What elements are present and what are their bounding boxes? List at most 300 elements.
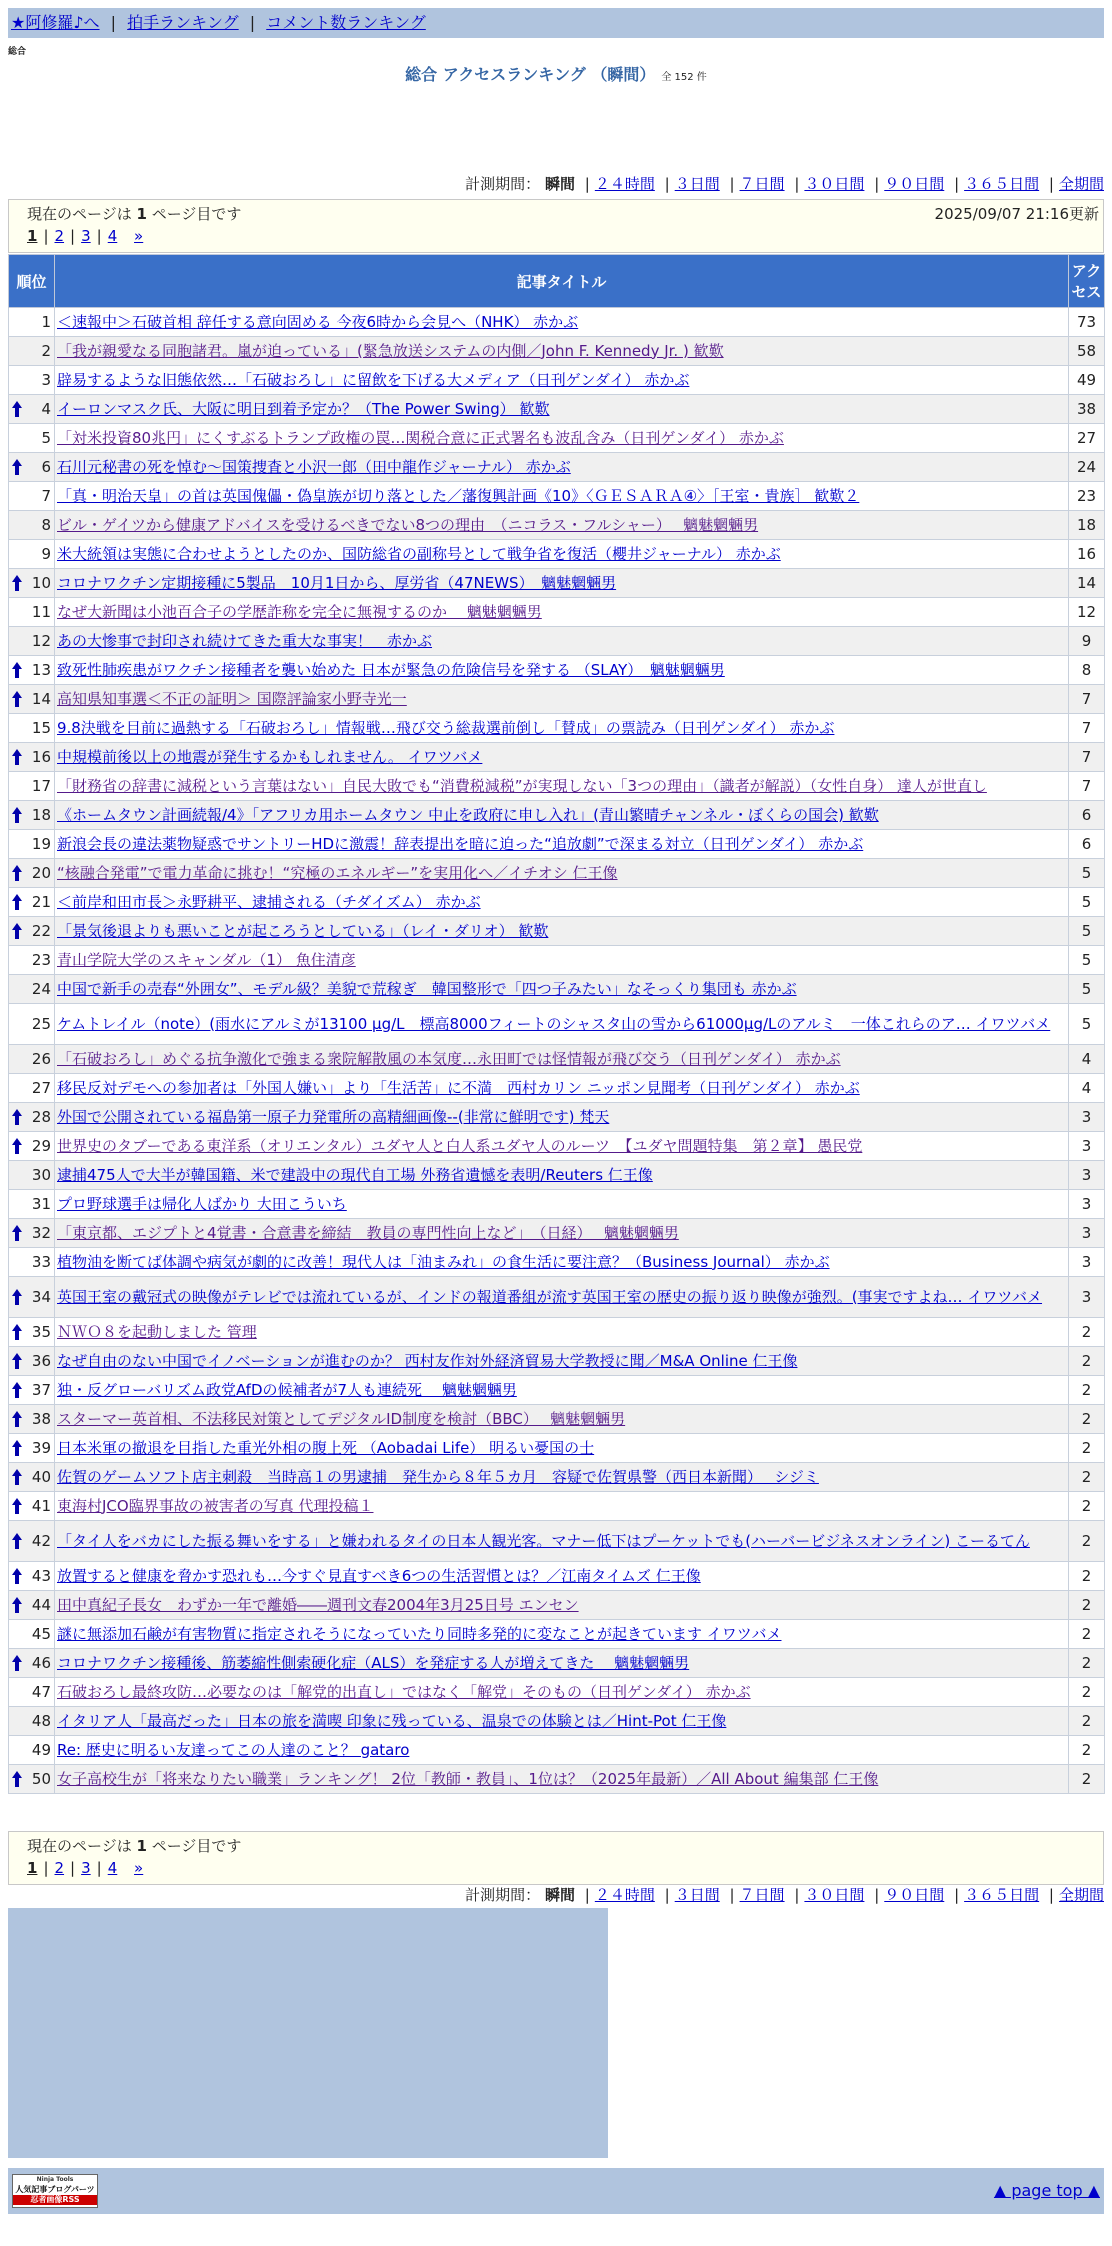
title-cell xyxy=(55,772,1069,801)
article-title-link[interactable]: 石川元秘書の死を悼む〜国策捜査と小沢一郎（田中龍作ジャーナル） 赤かぶ xyxy=(57,457,571,476)
article-title-link[interactable]: 英国王室の戴冠式の映像がテレビでは流れているが、インドの報道番組が流す英国王室の歴史の振り返り映像が強烈。(事実ですよね… イワツバメ xyxy=(57,1287,1043,1306)
table-row xyxy=(9,1219,1105,1248)
table-row xyxy=(9,569,1105,598)
table-row xyxy=(9,627,1105,656)
article-title-link[interactable]: 「対米投資80兆円」にくすぶるトランプ政権の罠…関税合意に正式署名も波乱含み（日刊ゲンダイ） 赤かぶ xyxy=(57,428,784,447)
rank-cell xyxy=(9,1347,55,1376)
rank-cell xyxy=(9,772,55,801)
pager-link-2[interactable]: 2 xyxy=(54,1859,65,1877)
rank-cell xyxy=(9,1132,55,1161)
rank-number: 27 xyxy=(31,1078,51,1097)
period-link-3d[interactable]: ３日間 xyxy=(674,175,720,193)
access-count-cell: 2 xyxy=(1069,1318,1105,1347)
period-link-30d[interactable]: ３０日間 xyxy=(804,175,865,193)
title-cell xyxy=(55,801,1069,830)
table-row xyxy=(9,1620,1105,1649)
access-count-cell: 58 xyxy=(1069,337,1105,366)
article-title-link[interactable]: 米大統領は実態に合わせようとしたのか、国防総省の副称号として戦争省を復活（櫻井ジャーナル） 赤かぶ xyxy=(57,544,781,563)
table-row xyxy=(9,366,1105,395)
period-link-all[interactable]: 全期間 xyxy=(1058,1886,1104,1904)
rank-number: 30 xyxy=(31,1165,51,1184)
article-title-link[interactable]: 「我が親愛なる同胞諸君。嵐が迫っている」(緊急放送システムの内側／John F. Kennedy Jr. ) 歓歎 xyxy=(57,341,724,360)
rank-cell xyxy=(9,1736,55,1765)
rank-number: 14 xyxy=(31,689,51,708)
rank-cell xyxy=(9,714,55,743)
table-row xyxy=(9,453,1105,482)
rank-cell xyxy=(9,1277,55,1318)
title-cell xyxy=(55,1132,1069,1161)
article-title-link[interactable]: スターマー英首相、不法移民対策としてデジタルID制度を検討（BBC） 魑魅魍魎男 xyxy=(57,1409,626,1428)
title-cell xyxy=(55,714,1069,743)
table-row xyxy=(9,1132,1105,1161)
rank-cell xyxy=(9,1219,55,1248)
access-count-cell: 9 xyxy=(1069,627,1105,656)
article-title-link[interactable]: ＜前岸和田市長＞永野耕平、逮捕される（チダイズム） 赤かぶ xyxy=(57,892,481,911)
ranking-table xyxy=(8,254,1105,1794)
rank-up-arrow-icon xyxy=(12,691,22,707)
rank-cell xyxy=(9,308,55,337)
home-link[interactable]: ★阿修羅♪へ xyxy=(11,13,100,32)
rank-number: 46 xyxy=(31,1653,51,1672)
table-row xyxy=(9,424,1105,453)
table-row xyxy=(9,337,1105,366)
title-cell xyxy=(55,1562,1069,1591)
period-link-24h[interactable]: ２４時間 xyxy=(594,175,655,193)
rank-number: 8 xyxy=(41,515,51,534)
access-count-cell: 3 xyxy=(1069,1132,1105,1161)
title-cell xyxy=(55,1678,1069,1707)
article-title-link[interactable]: 中規模前後以上の地震が発生するかもしれません。 イワツバメ xyxy=(57,747,483,766)
article-title-link[interactable]: 逮捕475人で大半が韓国籍、米で建設中の現代自工場 外務省遺憾を表明/Reuters 仁王像 xyxy=(57,1165,653,1184)
rank-cell xyxy=(9,1161,55,1190)
rank-number: 1 xyxy=(41,312,51,331)
title-cell xyxy=(55,1219,1069,1248)
article-title-link[interactable]: 「景気後退よりも悪いことが起ころうとしている」（レイ・ダリオ） 歓歎 xyxy=(57,921,549,940)
title-cell xyxy=(55,1405,1069,1434)
article-title-link[interactable]: コロナワクチン接種後、筋萎縮性側索硬化症（ALS）を発症する人が増えてきた 魑魅魍魎男 xyxy=(57,1653,690,1672)
rank-number: 41 xyxy=(31,1496,51,1515)
table-row xyxy=(9,1434,1105,1463)
rank-number: 45 xyxy=(31,1624,51,1643)
article-title-link[interactable]: イーロンマスク氏、大阪に明日到着予定か？（The Power Swing） 歓歎 xyxy=(57,399,550,418)
table-row xyxy=(9,656,1105,685)
article-title-link[interactable]: 《ホームタウン計画続報/4》「アフリカ用ホームタウン 中止を政府に申し入れ」(青山繁晴チャンネル・ぼくらの国会) 歓歎 xyxy=(57,805,879,824)
title-cell xyxy=(55,627,1069,656)
top-nav-bar xyxy=(8,8,1104,38)
rank-cell xyxy=(9,1678,55,1707)
period-link-90d[interactable]: ９０日間 xyxy=(884,1886,945,1904)
rank-number: 39 xyxy=(31,1438,51,1457)
column-header-access: アクセス xyxy=(1069,255,1105,308)
title-cell xyxy=(55,1765,1069,1794)
badge-line-2: 人気記事ブログパーツ xyxy=(15,2185,95,2194)
title-cell xyxy=(55,1045,1069,1074)
rank-number: 9 xyxy=(41,544,51,563)
rank-number: 17 xyxy=(31,776,51,795)
rank-up-arrow-icon xyxy=(12,459,22,475)
title-cell xyxy=(55,917,1069,946)
article-title-link[interactable]: ビル・ゲイツから健康アドバイスを受けるべきでない8つの理由 （ニコラス・フルシャー） 魑魅魍魎男 xyxy=(57,515,759,534)
rank-up-arrow-icon xyxy=(12,401,22,417)
rank-cell xyxy=(9,1376,55,1405)
pager-next[interactable]: » xyxy=(134,227,144,245)
article-title-link[interactable]: 「真・明治天皇」の首は英国傀儡・偽皇族が切り落とした／藩復興計画《10》〈ＧＥＳＡＲＡ④〉［王室・貴族］ 歓歎２ xyxy=(57,486,860,505)
pager: 1 | 2 | 3 | 4 » xyxy=(27,227,144,245)
access-count-cell: 2 xyxy=(1069,1376,1105,1405)
rank-up-arrow-icon xyxy=(12,749,22,765)
title-cell xyxy=(55,424,1069,453)
article-title-link[interactable]: 世界史のタブーである東洋系（オリエンタル）ユダヤ人と白人系ユダヤ人のルーツ 【ユダヤ問題特集 第２章】 愚民党 xyxy=(57,1136,863,1155)
table-row xyxy=(9,1591,1105,1620)
rank-cell xyxy=(9,888,55,917)
article-title-link[interactable]: なぜ大新聞は小池百合子の学歴詐称を完全に無視するのか 魑魅魍魎男 xyxy=(57,602,542,621)
period-link-90d[interactable]: ９０日間 xyxy=(884,175,945,193)
rank-number: 24 xyxy=(31,979,51,998)
rank-number: 48 xyxy=(31,1711,51,1730)
access-count-cell: 2 xyxy=(1069,1492,1105,1521)
period-link-365d[interactable]: ３６５日間 xyxy=(964,175,1040,193)
title-cell xyxy=(55,1434,1069,1463)
article-title-link[interactable]: 「石破おろし」めぐる抗争激化で強まる衆院解散風の本気度…永田町では怪情報が飛び交う（日刊ゲンダイ） 赤かぶ xyxy=(57,1049,841,1068)
title-cell xyxy=(55,1463,1069,1492)
rank-number: 42 xyxy=(31,1531,51,1550)
article-title-link[interactable]: 独・反グローバリズム政党AfDの候補者が7人も連続死 魑魅魍魎男 xyxy=(57,1380,517,1399)
period-current: 瞬間 xyxy=(544,1886,575,1904)
article-title-link[interactable]: 日本米軍の撤退を目指した重光外相の腹上死 （Aobadai Life） 明るい憂国の士 xyxy=(57,1438,595,1457)
rank-cell xyxy=(9,1074,55,1103)
rank-number: 49 xyxy=(31,1740,51,1759)
current-page-text: 現在のページは 1 ページ目です xyxy=(27,205,242,223)
table-row xyxy=(9,1074,1105,1103)
rank-number: 34 xyxy=(31,1287,51,1306)
table-row xyxy=(9,946,1105,975)
pager-link-3[interactable]: 3 xyxy=(81,227,91,245)
rank-cell xyxy=(9,453,55,482)
clap-ranking-link[interactable]: 拍手ランキング xyxy=(127,13,239,32)
title-cell xyxy=(55,1103,1069,1132)
article-title-link[interactable]: 外国で公開されている福島第一原子力発電所の高精細画像--(非常に鮮明です) 梵天 xyxy=(57,1107,610,1126)
nav-separator: | xyxy=(249,13,256,32)
article-title-link[interactable]: 9.8決戦を目前に過熱する「石破おろし」情報戦…飛び交う総裁選前倒し「賛成」の票読み（日刊ゲンダイ） 赤かぶ xyxy=(57,718,835,737)
access-count-cell: 2 xyxy=(1069,1707,1105,1736)
rank-number: 3 xyxy=(41,370,51,389)
title-cell xyxy=(55,1492,1069,1521)
article-title-link[interactable]: 新浪会長の違法薬物疑惑でサントリーHDに激震！辞表提出を暗に迫った“追放劇”で深まる対立（日刊ゲンダイ） 赤かぶ xyxy=(57,834,864,853)
table-row xyxy=(9,772,1105,801)
title-cell xyxy=(55,308,1069,337)
table-row xyxy=(9,482,1105,511)
rank-number: 37 xyxy=(31,1380,51,1399)
table-row xyxy=(9,1161,1105,1190)
title-cell xyxy=(55,1277,1069,1318)
pager: 1 | 2 | 3 | 4 » xyxy=(27,1859,144,1877)
pager-link-2[interactable]: 2 xyxy=(54,227,65,245)
article-title-link[interactable]: 「タイ人をバカにした振る舞いをする」と嫌われるタイの日本人観光客。マナー低下はプーケットでも(ハーバービジネスオンライン) こーるてん xyxy=(57,1531,1030,1550)
title-cell xyxy=(55,656,1069,685)
table-row xyxy=(9,1463,1105,1492)
rank-number: 25 xyxy=(31,1014,51,1033)
rank-number: 4 xyxy=(41,399,51,418)
table-row xyxy=(9,685,1105,714)
rank-cell xyxy=(9,540,55,569)
table-row xyxy=(9,1678,1105,1707)
rank-number: 40 xyxy=(31,1467,51,1486)
rank-number: 50 xyxy=(31,1769,51,1788)
rank-cell xyxy=(9,569,55,598)
rank-up-arrow-icon xyxy=(12,865,22,881)
access-count-cell: 7 xyxy=(1069,772,1105,801)
access-count-cell: 4 xyxy=(1069,1074,1105,1103)
article-title-link[interactable]: 中国で新手の売春“外囲女”、モデル級？美貌で荒稼ぎ 韓国整形で「四つ子みたい」なそっくり集団も 赤かぶ xyxy=(57,979,797,998)
rank-cell xyxy=(9,1492,55,1521)
rank-number: 22 xyxy=(31,921,51,940)
article-title-link[interactable]: 「財務省の辞書に減税という言葉はない」自民大敗でも“消費税減税”が実現しない「3つの理由」（識者が解説）（女性自身） 達人が世直し xyxy=(57,776,987,795)
rank-number: 28 xyxy=(31,1107,51,1126)
rank-cell xyxy=(9,395,55,424)
rank-number: 47 xyxy=(31,1682,51,1701)
access-count-cell: 12 xyxy=(1069,598,1105,627)
period-link-3d[interactable]: ３日間 xyxy=(674,1886,720,1904)
access-count-cell: 2 xyxy=(1069,1678,1105,1707)
table-row xyxy=(9,888,1105,917)
rank-number: 26 xyxy=(31,1049,51,1068)
table-row xyxy=(9,540,1105,569)
access-count-cell: 3 xyxy=(1069,1190,1105,1219)
rank-cell xyxy=(9,511,55,540)
article-title-link[interactable]: ＮＷＯ８を起動しました 管理 xyxy=(57,1322,257,1341)
table-row xyxy=(9,714,1105,743)
rank-up-arrow-icon xyxy=(12,1498,22,1514)
rank-cell xyxy=(9,946,55,975)
rank-cell xyxy=(9,337,55,366)
article-title-link[interactable]: ケムトレイル（note）(雨水にアルミが13100 μg/L 標高8000フィートのシャスタ山の雪から61000μg/Lのアルミ 一体これらのア… イワツバメ xyxy=(57,1014,1051,1033)
rank-up-arrow-icon xyxy=(12,575,22,591)
rank-cell xyxy=(9,1405,55,1434)
period-link-24h[interactable]: ２４時間 xyxy=(594,1886,655,1904)
article-title-link[interactable]: 放置すると健康を脅かす恐れも…今すぐ見直すべき6つの生活習慣とは？／江南タイムズ 仁王像 xyxy=(57,1566,701,1585)
article-title-link[interactable]: Re: 歴史に明るい友達ってこの人達のこと？ gataro xyxy=(57,1740,410,1759)
article-title-link[interactable]: 謎に無添加石鹸が有害物質に指定されそうになっていたり同時多発的に変なことが起きています イワツバメ xyxy=(57,1624,782,1643)
access-count-cell: 24 xyxy=(1069,453,1105,482)
title-cell xyxy=(55,743,1069,772)
comment-ranking-link[interactable]: コメント数ランキング xyxy=(266,13,426,32)
rank-up-arrow-icon xyxy=(12,923,22,939)
rank-number: 12 xyxy=(31,631,51,650)
column-header-rank: 順位 xyxy=(9,255,55,308)
rank-cell xyxy=(9,1591,55,1620)
table-row xyxy=(9,1277,1105,1318)
rank-cell xyxy=(9,1707,55,1736)
ninja-tools-badge[interactable] xyxy=(12,2174,98,2208)
article-title-link[interactable]: 佐賀のゲームソフト店主刺殺 当時高１の男逮捕 発生から８年５カ月 容疑で佐賀県警（西日本新聞） シジミ xyxy=(57,1467,819,1486)
access-count-cell: 2 xyxy=(1069,1347,1105,1376)
rank-number: 13 xyxy=(31,660,51,679)
ranking-title: 総合 アクセスランキング （瞬間） xyxy=(405,65,656,84)
period-link-7d[interactable]: ７日間 xyxy=(739,175,785,193)
article-title-link[interactable]: ＜速報中＞石破首相 辞任する意向固める 今夜6時から会見へ（NHK） 赤かぶ xyxy=(57,312,579,331)
article-title-link[interactable]: 植物油を断てば体調や病気が劇的に改善！現代人は「油まみれ」の食生活に要注意？（Business Journal） 赤かぶ xyxy=(57,1252,830,1271)
access-count-cell: 2 xyxy=(1069,1562,1105,1591)
rank-up-arrow-icon xyxy=(12,1440,22,1456)
pager-link-4[interactable]: 4 xyxy=(107,227,118,245)
pager-link-4[interactable]: 4 xyxy=(107,1859,118,1877)
rank-cell xyxy=(9,1562,55,1591)
pager-next[interactable]: » xyxy=(134,1859,144,1877)
rank-number: 21 xyxy=(31,892,51,911)
title-cell xyxy=(55,1376,1069,1405)
table-row xyxy=(9,917,1105,946)
article-title-link[interactable]: あの大惨事で封印され続けてきた重大な事実！ 赤かぶ xyxy=(57,631,433,650)
table-row xyxy=(9,1492,1105,1521)
article-title-link[interactable]: イタリア人「最高だった」日本の旅を満喫 印象に残っている、温泉での体験とは／Hint-Pot 仁王像 xyxy=(57,1711,727,1730)
rank-cell xyxy=(9,1318,55,1347)
page-top-link[interactable]: ▲ page top ▲ xyxy=(993,2181,1100,2200)
period-current: 瞬間 xyxy=(544,175,575,193)
access-count-cell: 3 xyxy=(1069,1103,1105,1132)
rank-cell xyxy=(9,482,55,511)
table-row xyxy=(9,1649,1105,1678)
title-cell xyxy=(55,1649,1069,1678)
rank-up-arrow-icon xyxy=(12,1533,22,1549)
table-row xyxy=(9,1045,1105,1074)
rank-number: 10 xyxy=(31,573,51,592)
access-count-cell: 5 xyxy=(1069,859,1105,888)
pager-link-3[interactable]: 3 xyxy=(81,1859,91,1877)
rank-cell xyxy=(9,1521,55,1562)
rank-number: 16 xyxy=(31,747,51,766)
pager-current: 1 xyxy=(27,227,38,245)
page-info-top xyxy=(8,199,1104,253)
article-title-link[interactable]: コロナワクチン定期接種に5製品 10月1日から、厚労省（47NEWS） 魑魅魍魎男 xyxy=(57,573,617,592)
rank-number: 31 xyxy=(31,1194,51,1213)
title-cell xyxy=(55,540,1069,569)
access-count-cell: 5 xyxy=(1069,1004,1105,1045)
rank-number: 35 xyxy=(31,1322,51,1341)
badge-line-1: Ninja Tools xyxy=(36,2176,74,2183)
table-header-row xyxy=(9,255,1105,308)
total-count: 全 152 件 xyxy=(661,72,707,83)
access-count-cell: 3 xyxy=(1069,1161,1105,1190)
table-row xyxy=(9,1707,1105,1736)
access-count-cell: 4 xyxy=(1069,1045,1105,1074)
access-count-cell: 5 xyxy=(1069,917,1105,946)
period-link-30d[interactable]: ３０日間 xyxy=(804,1886,865,1904)
title-cell xyxy=(55,1190,1069,1219)
article-title-link[interactable]: 女子高校生が「将来なりたい職業」ランキング！ 2位「教師・教員」、1位は？（2025年最新）／All About 編集部 仁王像 xyxy=(57,1769,879,1788)
rank-up-arrow-icon xyxy=(12,894,22,910)
access-count-cell: 8 xyxy=(1069,656,1105,685)
access-count-cell: 2 xyxy=(1069,1591,1105,1620)
access-count-cell: 6 xyxy=(1069,801,1105,830)
title-cell xyxy=(55,975,1069,1004)
access-count-cell: 5 xyxy=(1069,975,1105,1004)
rank-number: 6 xyxy=(41,457,51,476)
article-title-link[interactable]: 東海村JCO臨界事故の被害者の写真 代理投稿１ xyxy=(57,1496,374,1515)
title-cell xyxy=(55,453,1069,482)
rank-cell xyxy=(9,1045,55,1074)
table-row xyxy=(9,1004,1105,1045)
rank-cell xyxy=(9,685,55,714)
period-link-365d[interactable]: ３６５日間 xyxy=(964,1886,1040,1904)
table-row xyxy=(9,1736,1105,1765)
article-title-link[interactable]: 辟易するような旧態依然…「石破おろし」に留飲を下げる大メディア（日刊ゲンダイ） 赤かぶ xyxy=(57,370,690,389)
title-cell xyxy=(55,1074,1069,1103)
access-count-cell: 7 xyxy=(1069,714,1105,743)
title-cell xyxy=(55,830,1069,859)
rank-cell xyxy=(9,859,55,888)
title-cell xyxy=(55,859,1069,888)
title-cell xyxy=(55,1161,1069,1190)
rank-number: 15 xyxy=(31,718,51,737)
access-count-cell: 3 xyxy=(1069,1219,1105,1248)
period-label: 計測期間： xyxy=(465,175,541,193)
access-count-cell: 23 xyxy=(1069,482,1105,511)
footer-bar xyxy=(8,2168,1104,2214)
rank-cell xyxy=(9,366,55,395)
access-count-cell: 2 xyxy=(1069,1521,1105,1562)
title-cell xyxy=(55,946,1069,975)
title-cell xyxy=(55,1318,1069,1347)
table-row xyxy=(9,1521,1105,1562)
rank-cell xyxy=(9,830,55,859)
article-title-link[interactable]: 致死性肺疾患がワクチン接種者を襲い始めた 日本が緊急の危険信号を発する （SLAY） 魑魅魍魎男 xyxy=(57,660,725,679)
article-title-link[interactable]: 「東京都、エジプトと4覚書・合意書を締結 教員の専門性向上など」 （日経） 魑魅魍魎男 xyxy=(57,1223,679,1242)
rank-cell xyxy=(9,627,55,656)
rank-cell xyxy=(9,975,55,1004)
rank-cell xyxy=(9,801,55,830)
access-count-cell: 73 xyxy=(1069,308,1105,337)
updated-timestamp: 2025/09/07 21:16更新 xyxy=(934,205,1099,223)
rank-cell xyxy=(9,1765,55,1794)
rank-up-arrow-icon xyxy=(12,1353,22,1369)
period-link-7d[interactable]: ７日間 xyxy=(739,1886,785,1904)
table-row xyxy=(9,743,1105,772)
article-title-link[interactable]: なぜ自由のない中国でイノベーションが進むのか？ 西村友作対外経済貿易大学教授に聞／M&A Online 仁王像 xyxy=(57,1351,798,1370)
rank-number: 44 xyxy=(31,1595,51,1614)
table-row xyxy=(9,1765,1105,1794)
table-row xyxy=(9,1376,1105,1405)
period-link-all[interactable]: 全期間 xyxy=(1058,175,1104,193)
rank-cell xyxy=(9,917,55,946)
rank-cell xyxy=(9,1649,55,1678)
article-title-link[interactable]: 石破おろし最終攻防…必要なのは「解党的出直し」ではなく「解党」そのもの（日刊ゲンダイ） 赤かぶ xyxy=(57,1682,751,1701)
article-title-link[interactable]: “核融合発電”で電力革命に挑む！“究極のエネルギー”を実用化へ／イチオシ 仁王像 xyxy=(57,863,618,882)
rank-up-arrow-icon xyxy=(12,1225,22,1241)
table-row xyxy=(9,1405,1105,1434)
period-selector-top: 計測期間： 瞬間 | ２４時間 | ３日間 | ７日間 | ３０日間 | ９０日間 | ３６５日間 | 全期間 xyxy=(465,175,1104,193)
page-title xyxy=(0,62,1112,85)
article-title-link[interactable]: 青山学院大学のスキャンダル（1） 魚住清彦 xyxy=(57,950,356,969)
title-cell xyxy=(55,1004,1069,1045)
rank-up-arrow-icon xyxy=(12,1771,22,1787)
table-row xyxy=(9,1347,1105,1376)
title-cell xyxy=(55,1707,1069,1736)
table-row xyxy=(9,598,1105,627)
article-title-link[interactable]: プロ野球選手は帰化人ばかり 大田こういち xyxy=(57,1194,347,1213)
access-count-cell: 3 xyxy=(1069,1277,1105,1318)
rank-number: 18 xyxy=(31,805,51,824)
article-title-link[interactable]: 高知県知事選＜不正の証明＞ 国際評論家小野寺光一 xyxy=(57,689,407,708)
article-title-link[interactable]: 移民反対デモへの参加者は「外国人嫌い」より「生活苦」に不満 西村カリン ニッポン見聞考（日刊ゲンダイ） 赤かぶ xyxy=(57,1078,860,1097)
title-cell xyxy=(55,685,1069,714)
table-row xyxy=(9,859,1105,888)
rank-cell xyxy=(9,1248,55,1277)
rank-up-arrow-icon xyxy=(12,1655,22,1671)
title-cell xyxy=(55,1736,1069,1765)
table-row xyxy=(9,1190,1105,1219)
table-row xyxy=(9,1248,1105,1277)
article-title-link[interactable]: 田中真紀子長女 わずか一年で離婚――週刊文春2004年3月25日号 エンセン xyxy=(57,1595,579,1614)
